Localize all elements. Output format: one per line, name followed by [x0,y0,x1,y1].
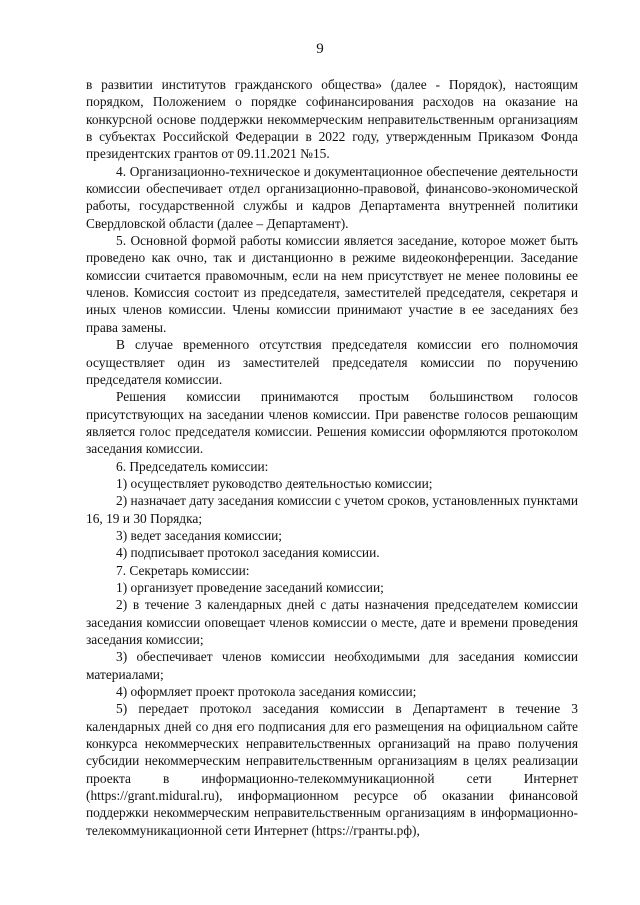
document-body [86,76,578,839]
paragraph-decisions: Решения комиссии принимаются простым большинством голосов присутствующих на заседании членов комиссии. При равенстве голосов решающим является голос председателя комиссии. Решения комиссии оформляются протоколом заседания комиссии. [86,389,578,457]
list-item-chair-4: 4) подписывает протокол заседания комиссии. [116,545,380,561]
list-item-secretary-1: 1) организует проведение заседаний комиссии; [116,579,384,595]
list-item-chair-3: 3) ведет заседания комиссии; [116,527,283,543]
list-item-chair-2: 2) назначает дату заседания комиссии с учетом сроков, установленных пунктами 16, 19 и 30 Порядка; [86,493,578,526]
list-item-secretary-3: 3) обеспечивает членов комиссии необходимыми для заседания комиссии материалами; [86,649,578,682]
paragraph-5-meeting-form: 5. Основной формой работы комиссии является заседание, которое может быть проведено как очно, так и дистанционно в режиме видеоконференции. Заседание комиссии считается правомочным, если на нем присутствует не менее половины ее членов. Комиссия состоит из председателя, заместителей председателя, секретаря и иных членов комиссии. Члены комиссии принимают участие в ее заседаниях без права замены. [86,233,578,335]
page-number: 9 [316,41,324,57]
paragraph-chair-absence: В случае временного отсутствия председателя комиссии его полномочия осуществляет один из заместителей председателя комиссии по поручению председателя комиссии. [86,337,578,387]
paragraph-7-secretary-heading: 7. Секретарь комиссии: [116,562,250,578]
list-item-secretary-2: 2) в течение 3 календарных дней с даты назначения председателем комиссии заседания комиссии оповещает членов комиссии о месте, дате и времени проведения заседания комиссии; [86,597,578,647]
list-item-secretary-5: 5) передает протокол заседания комиссии в Департамент в течение 3 календарных дней со дня его подписания для его размещения на официальном сайте конкурса некоммерческих неправительственных организаций на право получения субсидии некоммерческим неправительственным организациям в целях реализации проекта в информационно-телекоммуникационной сети Интернет (https://grant.midural.ru), информационном ресурсе об оказании финансовой поддержки некоммерческим неправительственным организациям в информационно-телекоммуникационной сети Интернет (https://гранты.рф), [86,701,578,838]
paragraph-4-organizational-support: 4. Организационно-техническое и документационное обеспечение деятельности комиссии обеспечивает отдел организационно-правовой, финансово-экономической работы, государственной службы и кадров Департамента внутренней политики Свердловской области (далее – Департамент). [86,163,578,231]
paragraph-procedure-continuation: в развитии институтов гражданского общества» (далее - Порядок), настоящим порядком, Положением о порядке софинансирования расходов на оказание на конкурсной основе поддержки некоммерческим неправительственным организациям в субъектах Российской Федерации в 2022 году, утвержденным Приказом Фонда президентских грантов от 09.11.2021 №15. [86,77,578,162]
list-item-chair-1: 1) осуществляет руководство деятельностью комиссии; [116,475,433,491]
paragraph-6-chair-heading: 6. Председатель комиссии: [116,458,269,474]
list-item-secretary-4: 4) оформляет проект протокола заседания комиссии; [116,684,417,700]
